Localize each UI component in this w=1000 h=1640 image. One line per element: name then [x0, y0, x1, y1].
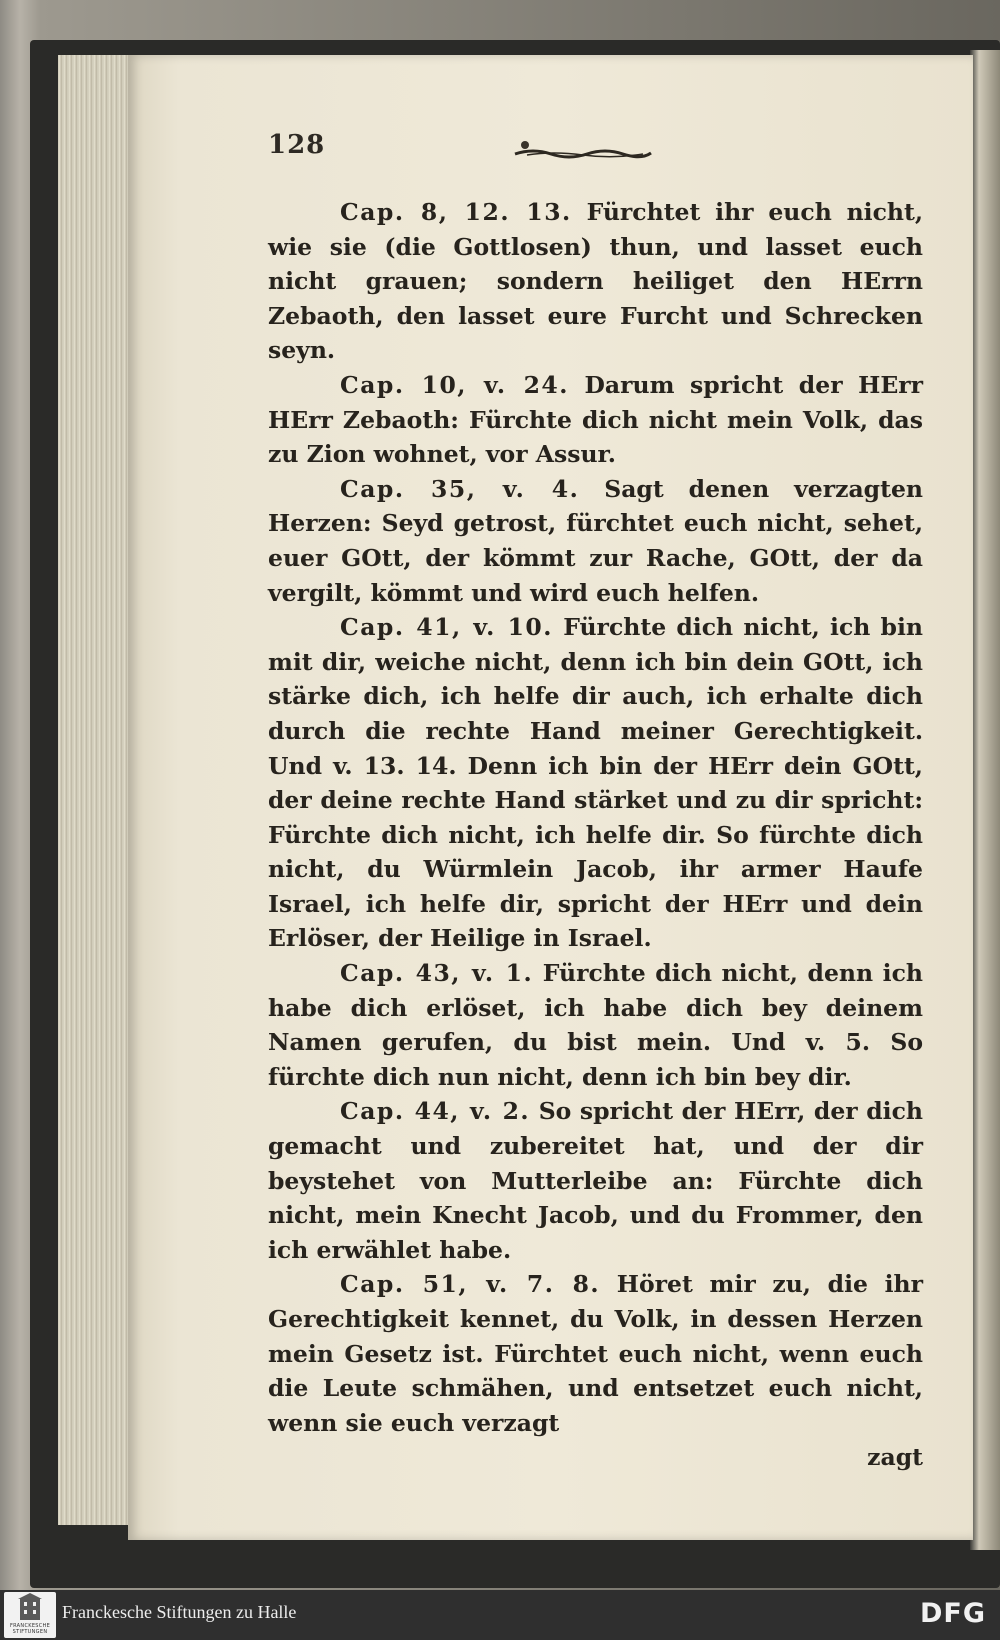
- scripture-reference: Cap. 43, v. 1.: [340, 959, 534, 988]
- scripture-text: Fürchtet ihr euch nicht, wie sie (die Gottlosen) thun, und lasset euch nicht grauen; sondern heiliget den HErrn Zebaoth, den lasset eure Furcht und Schrecken seyn.: [268, 198, 924, 365]
- scripture-paragraph: [268, 1094, 923, 1267]
- scripture-paragraph: [268, 610, 923, 956]
- right-page-edge: [970, 50, 1000, 1550]
- scripture-reference: Cap. 44, v. 2.: [340, 1097, 531, 1126]
- scripture-paragraph: [268, 368, 923, 472]
- scripture-text: Höret mir zu, die ihr Gerechtigkeit kennet, du Volk, in dessen Herzen mein Gesetz ist. Fürchtet euch nicht, wenn euch die Leute schmähen, und entsetzet euch nicht, wenn sie euch verzagt: [268, 1270, 924, 1437]
- scripture-reference: Cap. 41, v. 10.: [340, 613, 553, 642]
- scripture-reference: Cap. 35, v. 4.: [340, 474, 580, 503]
- catchword: zagt: [867, 1443, 923, 1472]
- scripture-text: Fürchte dich nicht, denn ich habe dich erlöset, ich habe dich bey deinem Namen gerufen, du bist mein. Und v. 5. So fürchte dich nun nicht, denn ich bin bey dir.: [268, 959, 923, 1091]
- scripture-paragraph: [268, 472, 923, 610]
- page-number: 128: [268, 130, 326, 160]
- page-edges: [58, 55, 138, 1525]
- scripture-paragraph: [268, 1267, 923, 1440]
- dfg-logo[interactable]: DFG: [919, 1598, 986, 1629]
- footer-bar: [0, 1590, 1000, 1640]
- logo-text: FRANCKESCHE STIFTUNGEN: [9, 1623, 51, 1635]
- scripture-reference: Cap. 51, v. 7. 8.: [340, 1270, 601, 1299]
- scripture-paragraph: [268, 195, 923, 368]
- page-header: [268, 130, 928, 170]
- scripture-text: Sagt denen verzagten Herzen: Seyd getrost, fürchtet euch nicht, sehet, euer GOtt, der kömmt zur Rache, GOtt, der da vergilt, kömmt und wird euch helfen.: [268, 474, 923, 607]
- scripture-reference: Cap. 8, 12. 13.: [340, 198, 572, 226]
- ornament-rule: [513, 140, 653, 160]
- scripture-reference: Cap. 10, v. 24.: [340, 370, 569, 399]
- scripture-text: Fürchte dich nicht, ich bin mit dir, weiche nicht, denn ich bin dein GOtt, ich stärke dich, ich helfe dir auch, ich erhalte dich durch die rechte Hand meiner Gerechtigkeit. Und v. 13. 14. Denn ich bin der HErr dein GOtt, der deine rechte Hand stärket und zu dir spricht: Fürchte dich nicht, ich helfe dir. So fürchte dich nicht, du Würmlein Jacob, ihr armer Haufe Israel, ich helfe dir, spricht der HErr und dein Erlöser, der Heilige in Israel.: [268, 613, 924, 953]
- scripture-paragraph: [268, 956, 923, 1094]
- institution-name[interactable]: Franckesche Stiftungen zu Halle: [62, 1602, 297, 1622]
- scripture-text: So spricht der HErr, der dich gemacht und zubereitet hat, und der dir beystehet von Mutterleibe an: Fürchte dich nicht, mein Knecht Jacob, und du Frommer, den ich erwählet habe.: [268, 1097, 923, 1264]
- institution-logo[interactable]: [4, 1592, 56, 1638]
- scripture-text: Darum spricht der HErr HErr Zebaoth: Fürchte dich nicht mein Volk, das zu Zion wohnet, vor Assur.: [268, 370, 924, 469]
- page-text: [268, 195, 923, 1475]
